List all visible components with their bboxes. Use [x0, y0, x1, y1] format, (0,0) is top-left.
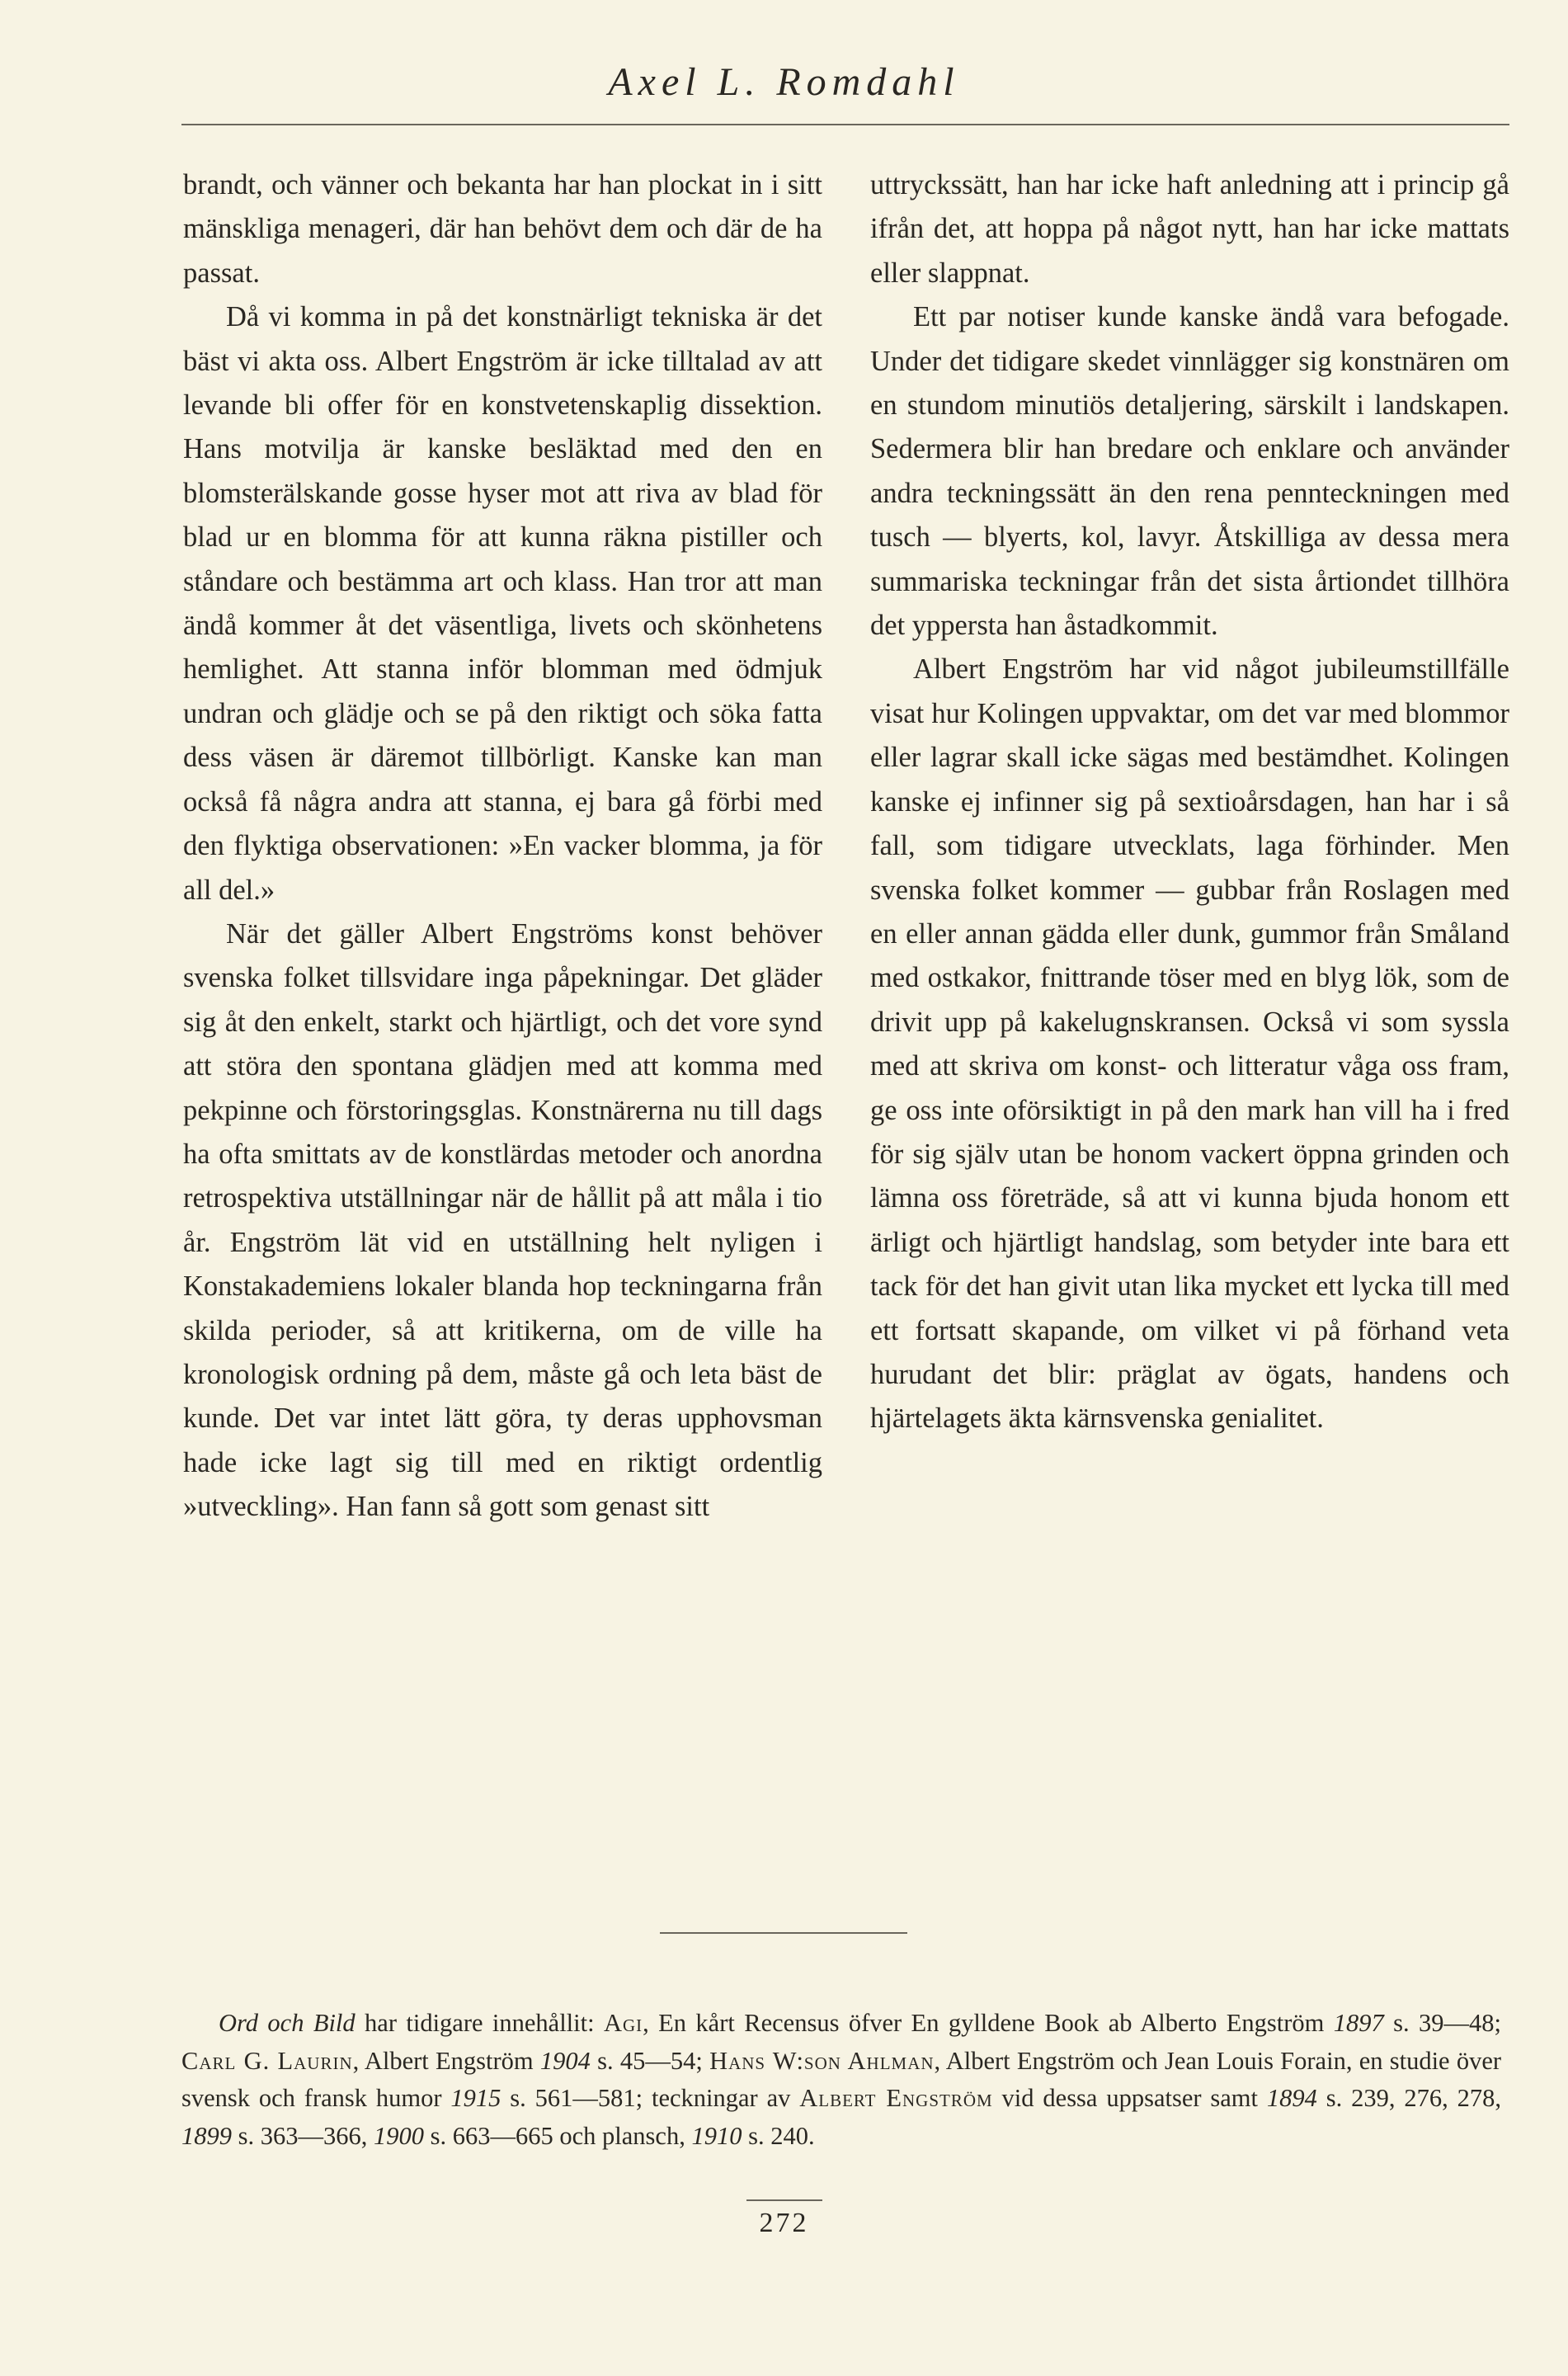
- year: 1894: [1266, 2084, 1317, 2112]
- paragraph: uttryckssätt, han har icke haft anledning att i princip gå ifrån det, att hoppa på något nytt, han har icke mattats eller slappnat.: [870, 169, 1509, 289]
- running-header: Axel L. Romdahl: [608, 60, 960, 104]
- journal-title: Ord och Bild: [219, 2009, 356, 2037]
- section-divider: [660, 1932, 907, 1934]
- paragraph: Ett par notiser kunde kanske ändå vara befogade. Under det tidigare skedet vinnlägger sig konstnären om en stundom minutiös detaljering, särskilt i landskapen. Sedermera blir han bredare och enklare och använder andra teckningssätt än den rena pennteckningen med tusch — blyerts, kol, lavyr. Åtskilliga av dessa mera summariska teckningar från det sista årtiondet tillhöra det yppersta han åstadkommit.: [870, 301, 1509, 642]
- year: 1910: [691, 2121, 742, 2150]
- year: 1900: [374, 2121, 424, 2150]
- author-name: Carl G. Laurin: [181, 2046, 353, 2075]
- page-number: 272: [759, 2208, 809, 2238]
- author-name: Hans W:son Ahlman: [709, 2046, 935, 2075]
- header-rule: [181, 124, 1509, 125]
- paragraph: brandt, och vänner och bekanta har han plockat in i sitt mänskliga menageri, där han behövt dem och där de ha passat.: [183, 169, 822, 289]
- right-column: [870, 163, 1509, 1441]
- year: 1899: [181, 2121, 232, 2150]
- author-name: Albert Engström: [799, 2084, 993, 2112]
- left-column: [183, 163, 822, 1530]
- paragraph: Då vi komma in på det konstnärligt tekniska är det bäst vi akta oss. Albert Engström är icke tilltalad av att levande bli offer för en konstvetenskaplig dissektion. Hans motvilja är kanske besläktad med den en blomsterälskande gosse hyser mot att riva av blad för blad ur en blomma för att kunna räkna pistiller och ståndare och bestämma art och klass. Han tror att man ändå kommer åt det väsentliga, livets och skönhetens hemlighet. Att stanna inför blomman med ödmjuk undran och glädje och se på den riktigt och söka fatta dess väsen är däremot tillbörligt. Kanske kan man också få några andra att stanna, ej bara gå förbi med den flyktiga observationen: »En vacker blomma, ja för all del.»: [183, 301, 822, 906]
- year: 1897: [1333, 2009, 1384, 2037]
- footnote: Ord och Bild har tidigare innehållit: Agi, En kårt Recensus öfver En gylldene Book ab Alberto Engström 1897 s. 39—48; Carl G. Laurin, Albert Engström 1904 s. 45—54; Hans W:son Ahlman, Albert Engström och Jean Louis Forain, en studie över svensk och fransk humor 1915 s. 561—581; teckningar av Albert Engström vid dessa uppsatser samt 1894 s. 239, 276, 278, 1899 s. 363—366, 1900 s. 663—665 och plansch, 1910 s. 240.: [181, 2009, 1502, 2150]
- paragraph: Albert Engström har vid något jubileumstillfälle visat hur Kolingen uppvaktar, om det var med blommor eller lagrar skall icke sägas med bestämdhet. Kolingen kanske ej infinner sig på sextioårsdagen, han har i så fall, som tidigare utvecklats, laga förhinder. Men svenska folket kommer — gubbar från Roslagen med en eller annan gädda eller dunk, gummor från Småland med ostkakor, fnittrande töser med en blyg lök, som de drivit upp på kakelugnskransen. Också vi som syssla med att skriva om konst- och litteratur våga oss fram, ge oss inte oförsiktigt in på den mark han vill ha i fred för sig själv utan be honom vackert öppna grinden och lämna oss företräde, så att vi kunna bjuda honom ett ärligt och hjärtligt handslag, som betyder inte bara ett tack för det han givit utan lika mycket ett lycka till med ett fortsatt skapande, om vilket vi på förhand veta hurudant det blir: präglat av ögats, handens och hjärtelagets äkta kärnsvenska genialitet.: [870, 653, 1509, 1435]
- year: 1904: [539, 2046, 591, 2075]
- year: 1915: [450, 2084, 501, 2112]
- author-name: Agi: [603, 2009, 643, 2037]
- paragraph: När det gäller Albert Engströms konst behöver svenska folket tillsvidare inga påpekningar. Det gläder sig åt den enkelt, starkt och hjärtligt, och det vore synd att störa den spontana glädjen med att komma med pekpinne och förstoringsglas. Konstnärerna nu till dags ha ofta smittats av de konstlärdas metoder och anordna retrospektiva utställningar när de hållit på att måla i tio år. Engström lät vid en utställning helt nyligen i Konstakademiens lokaler blanda hop teckningarna från skilda perioder, så att kritikerna, om de ville ha kronologisk ordning på dem, måste gå och leta bäst de kunde. Det var intet lätt göra, ty deras upphovsman hade icke lagt sig till med en riktigt ordentlig »utveckling». Han fann så gott som genast sitt: [183, 917, 822, 1523]
- page-number-rule: [746, 2199, 822, 2201]
